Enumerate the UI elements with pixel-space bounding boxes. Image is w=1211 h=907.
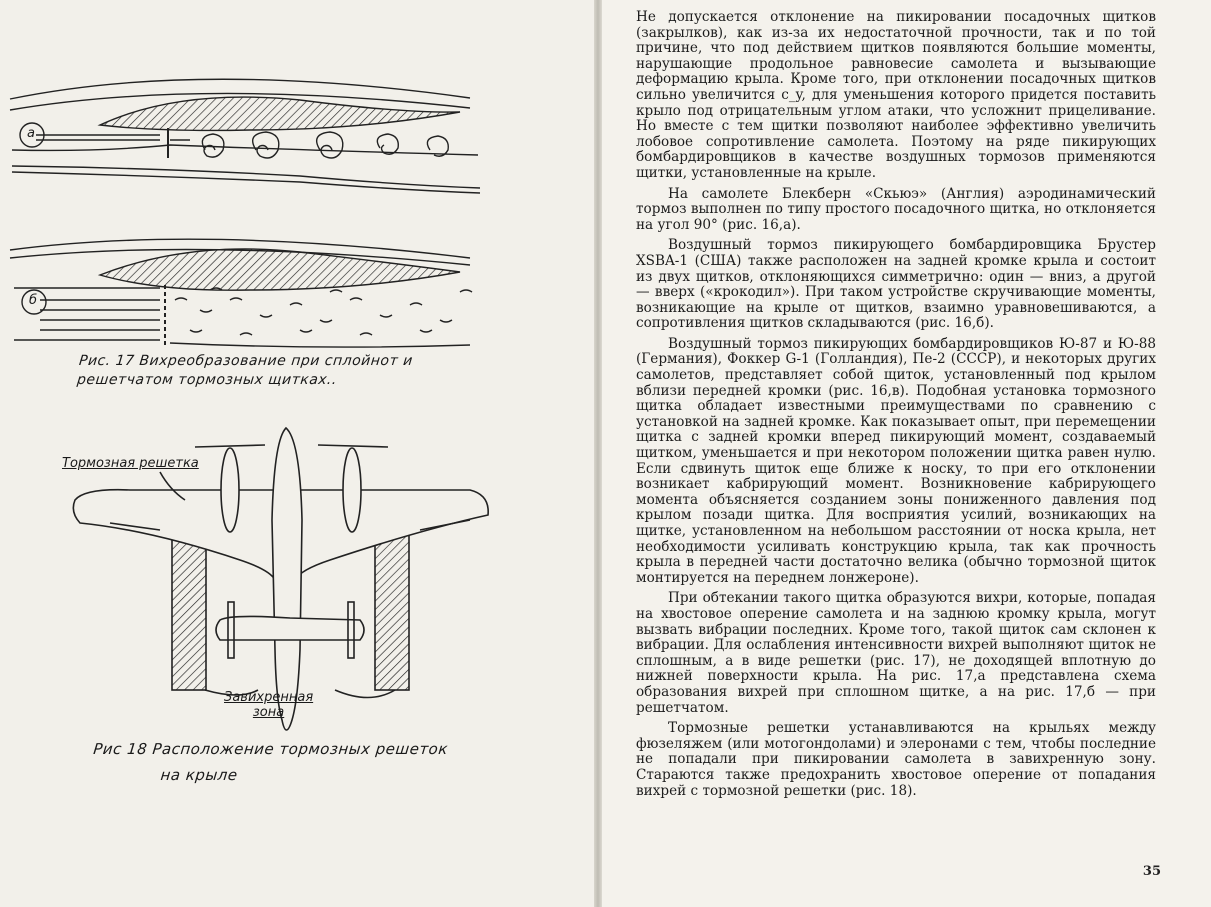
fig18-caption xyxy=(89,736,449,788)
paragraph-1: Не допускается отклонение на пикировании посадочных щитков (закрылков), как из-за их недостаточной прочности, так и по той причине, что под действием щитков появляются большие моменты, нарушающие продольное равновесие самолета и вызывающие деформацию крыла. Кроме того, при отклонении посадочных щитков сильно увеличится c_y, для уменьшения которого придется поставить крыло под отрицательным углом атаки, что усложнит прицеливание. Но вместе с тем щитки позволяют наиболее эффективно увеличить лобовое сопротивление самолета. Поэтому на ряде пикирующих бомбардировщиков в качестве воздушных тормозов применяются щитки, установленные на крыле. xyxy=(636,9,1156,181)
paragraph-6: Тормозные решетки устанавливаются на крыльях между фюзеляжем (или мотогондолами) и элеронами с тем, чтобы последние не попадали при пикировании самолета в завихренную зону. Стараются также предохранить хвостовое оперение от попадания вихрей с тормозной решетки (рис. 18). xyxy=(636,720,1156,799)
fig18-label-zone-line2: зона xyxy=(252,705,285,720)
paragraph-5: При обтекании такого щитка образуются вихри, которые, попадая на хвостовое оперение самолета и на заднюю кромку крыла, могут вызвать вибрации последних. Кроме того, такой щиток сам склонен к вибрации. Для ослабления интенсивности вихрей выполняют щиток не сплошным, а в виде решетки (рис. 17), не доходящей вплотную до нижней поверхности крыла. На рис. 17,а представлена схема образования вихрей при сплошном щитке, а на рис. 17,б — при решетчатом. xyxy=(636,590,1156,716)
fig17-caption xyxy=(76,352,414,390)
fig18-aircraft xyxy=(73,428,488,730)
fig18-caption-line1: Рис 18 Расположение тормозных решеток xyxy=(92,740,449,758)
fig18-caption-line2: на крыле xyxy=(159,766,239,784)
left-page xyxy=(0,0,594,907)
page-number: 35 xyxy=(1142,864,1161,879)
fig17a-diagram xyxy=(10,79,480,193)
right-page xyxy=(602,0,1211,907)
fig17-label-b: б xyxy=(29,293,38,308)
paragraph-3: Воздушный тормоз пикирующего бомбардировщика Брустер XSBA-1 (США) также расположен на задней кромке крыла и состоит из двух щитков, отклоняющихся симметрично: один — вниз, а другой — вверх («крокодил»). При таком устройстве скручивающие моменты, возникающие на крыле от щитков, взаимно уравновешиваются, а сопротивления щитков складываются (рис. 16,б). xyxy=(636,237,1156,332)
body-text xyxy=(636,10,1156,804)
fig17-caption-line1: Рис. 17 Вихреобразование при сплойнот и xyxy=(78,353,414,369)
fig18-label-zone xyxy=(224,690,313,720)
fig17-caption-line2: решетчатом тормозных щитках.. xyxy=(76,372,338,388)
fig18-label-zone-line1: Завихренная xyxy=(224,690,314,705)
book-gutter xyxy=(594,0,602,907)
fig17-label-a: а xyxy=(27,126,35,141)
fig18-label-grid: Тормозная решетка xyxy=(62,456,199,471)
paragraph-4: Воздушный тормоз пикирующих бомбардировщиков Ю-87 и Ю-88 (Германия), Фоккер G-1 (Голландия), Пе-2 (СССР), и некоторых других самолетов, представляет собой щиток, установленный под крылом вблизи передней кромки (рис. 16,в). Подобная установка тормозного щитка обладает известными преимуществами по сравнению с установкой на задней кромке. Как показывает опыт, при перемещении щитка с задней кромки вперед пикирующий момент, создаваемый щитком, уменьшается и при некотором положении щитка равен нулю. Если сдвинуть щиток еще ближе к носку, то при его отклонении возникает кабрирующий момент. Возникновение кабрирующего момента объясняется созданием зоны пониженного давления под крылом позади щитка. Для восприятия усилий, возникающих на щитке, установленном на небольшом расстоянии от носка крыла, нет необходимости усиливать конструкцию крыла, так как прочность крыла в передней части достаточно велика (обычно тормозной щиток монтируется на переднем лонжероне). xyxy=(636,335,1156,586)
fig17b-diagram xyxy=(10,239,472,347)
paragraph-2: На самолете Блекберн «Скьюэ» (Англия) аэродинамический тормоз выполнен по типу простого посадочного щитка, но отклоняется на угол 90° (рис. 16,а). xyxy=(636,185,1156,233)
